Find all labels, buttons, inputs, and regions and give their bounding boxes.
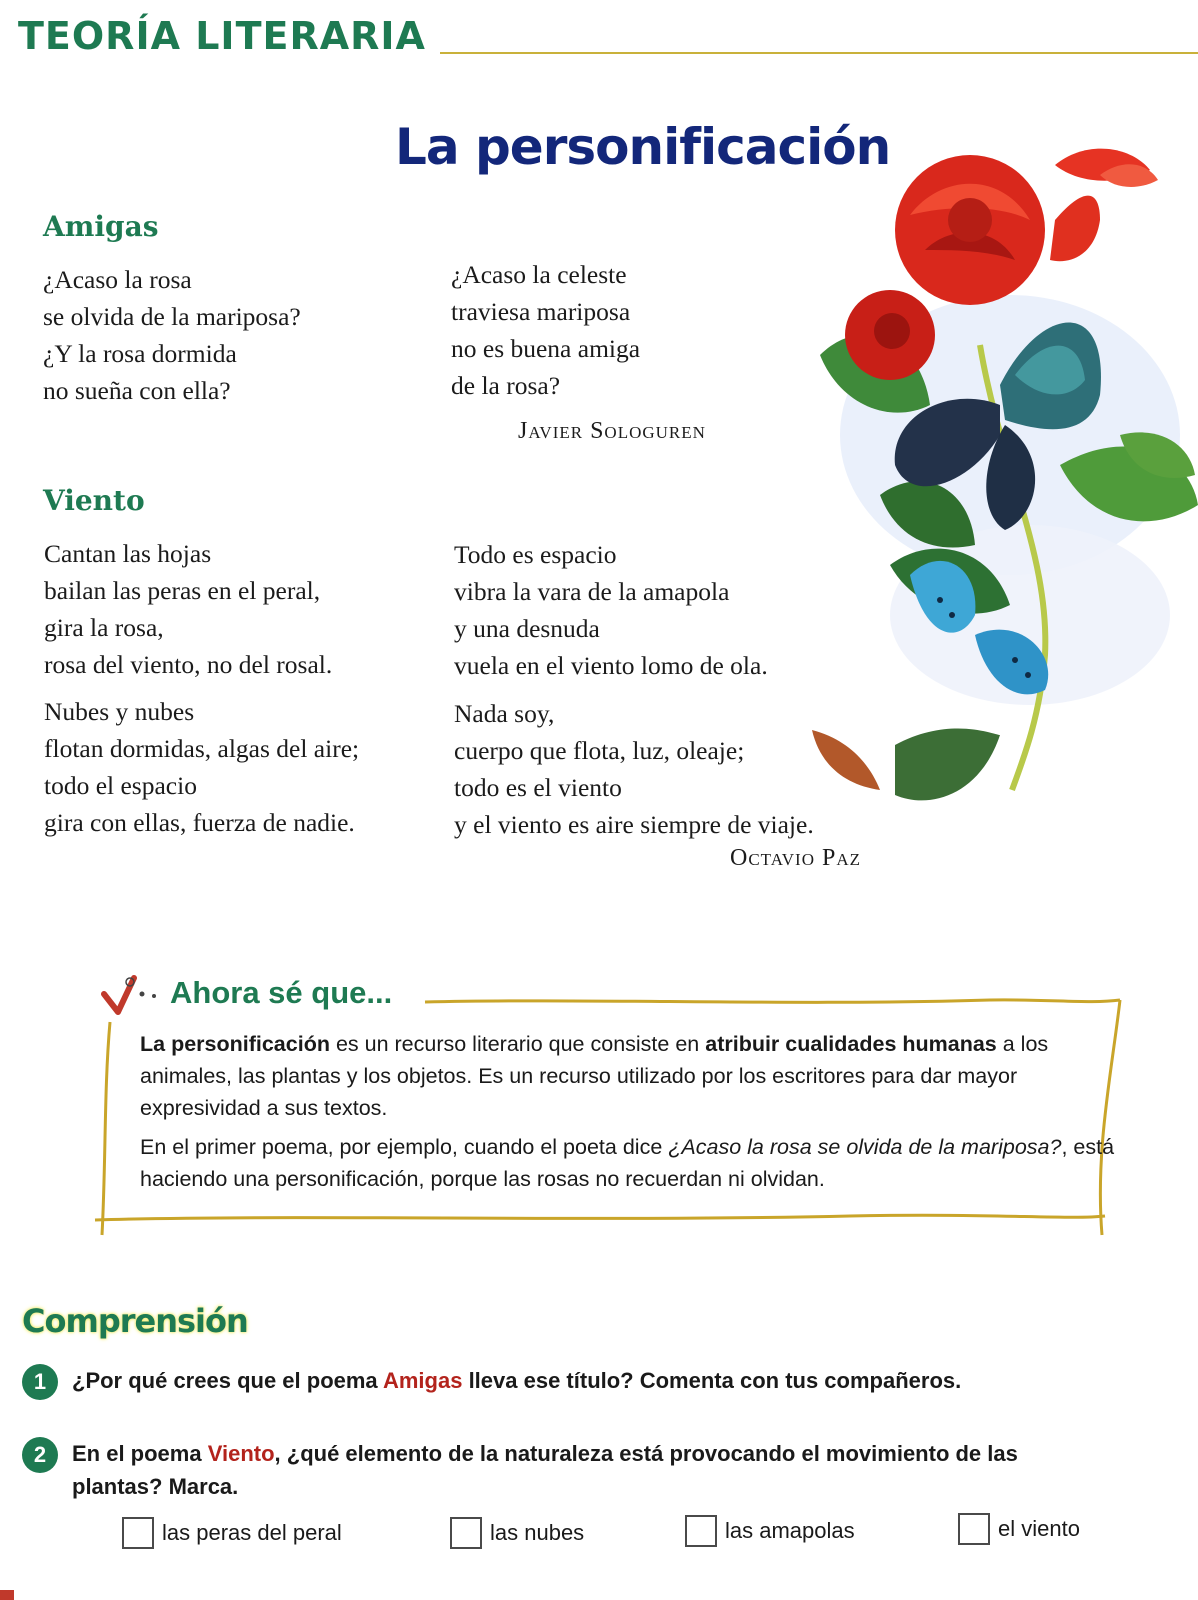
amigas-stanza-right: [451, 256, 640, 404]
info-text: , está haciendo una personificación, porque las rosas no recuerdan ni olvidan.: [140, 1135, 1115, 1191]
poem-name-highlight: Viento: [207, 1441, 275, 1466]
info-text: a los animales, las plantas y los objetos. Es un recurso utilizado por los escritores para dar mayor expresividad a sus textos.: [140, 1032, 1049, 1120]
checkbox[interactable]: [958, 1513, 990, 1545]
poem-title-viento: Viento: [43, 484, 145, 517]
info-text: es un recurso literario que consiste en: [329, 1032, 706, 1056]
option-label: las amapolas: [725, 1518, 855, 1543]
viento-stanza-right-1: [454, 536, 768, 684]
checkbox[interactable]: [450, 1517, 482, 1549]
term-personificacion: La personificación: [140, 1032, 330, 1056]
question-1: [72, 1364, 1162, 1397]
info-heading: Ahora sé que...: [170, 975, 393, 1010]
option-label: las nubes: [490, 1520, 585, 1545]
poem-line: ¿Y la rosa dormida: [43, 339, 237, 368]
option-label: el viento: [998, 1516, 1080, 1541]
question-2: [72, 1437, 1072, 1503]
page-corner-mark: [0, 1590, 14, 1600]
term-cualidades: atribuir cualidades humanas: [705, 1032, 997, 1056]
poem-line: traviesa mariposa: [451, 297, 631, 326]
amigas-stanza-left: [43, 261, 301, 409]
option-viento[interactable]: [958, 1513, 1080, 1545]
roses-butterflies-illustration: [800, 135, 1198, 835]
poem-line: y una desnuda: [454, 614, 600, 643]
poem-line: gira la rosa,: [44, 613, 164, 642]
question-text: ¿Por qué crees que el poema: [72, 1368, 383, 1393]
poem-line: todo el espacio: [44, 771, 197, 800]
page-title: La personificación: [395, 118, 891, 176]
question-text: En el poema: [72, 1441, 208, 1466]
example-quote: ¿Acaso la rosa se olvida de la mariposa?: [668, 1135, 1062, 1159]
poem-line: ¿Acaso la rosa: [43, 265, 192, 294]
poem-line: gira con ellas, fuerza de nadie.: [44, 808, 355, 837]
poem-line: de la rosa?: [451, 371, 561, 400]
viento-stanza-left-2: [44, 693, 359, 841]
option-nubes[interactable]: [450, 1517, 584, 1549]
comprension-heading: Comprensión: [22, 1302, 248, 1340]
poem-line: Cantan las hojas: [44, 539, 212, 568]
info-text: En el primer poema, por ejemplo, cuando el poeta dice: [140, 1135, 669, 1159]
poem-line: vuela en el viento lomo de ola.: [454, 651, 768, 680]
info-paragraph-2: [140, 1131, 1125, 1195]
question-text: lleva ese título? Comenta con tus compañeros.: [462, 1368, 962, 1393]
poem-line: Nada soy,: [454, 699, 555, 728]
poem-line: cuerpo que flota, luz, oleaje;: [454, 736, 745, 765]
poem-line: y el viento es aire siempre de viaje.: [454, 810, 814, 839]
author-viento: Octavio Paz: [730, 845, 862, 871]
header-rule: [440, 52, 1198, 54]
option-peras[interactable]: [122, 1517, 342, 1549]
question-number-1: 1: [22, 1364, 58, 1400]
question-text: , ¿qué elemento de la naturaleza está provocando el movimiento de las plantas? Marca.: [72, 1441, 1018, 1499]
info-paragraph-1: [140, 1028, 1125, 1124]
viento-stanza-right-2: [454, 695, 814, 843]
poem-line: vibra la vara de la amapola: [454, 577, 730, 606]
poem-title-amigas: Amigas: [43, 210, 159, 243]
poem-line: se olvida de la mariposa?: [43, 302, 301, 331]
poem-line: todo es el viento: [454, 773, 622, 802]
poem-line: no es buena amiga: [451, 334, 641, 363]
poem-line: rosa del viento, no del rosal.: [44, 650, 333, 679]
poem-line: flotan dormidas, algas del aire;: [44, 734, 360, 763]
viento-stanza-left-1: [44, 535, 332, 683]
option-label: las peras del peral: [162, 1520, 342, 1545]
poem-line: no sueña con ella?: [43, 376, 231, 405]
section-header: TEORÍA LITERARIA: [18, 14, 426, 58]
poem-name-highlight: Amigas: [382, 1368, 463, 1393]
poem-line: Nubes y nubes: [44, 697, 195, 726]
checkbox[interactable]: [685, 1515, 717, 1547]
option-amapolas[interactable]: [685, 1515, 855, 1547]
author-amigas: Javier Sologuren: [518, 418, 706, 444]
question-number-2: 2: [22, 1437, 58, 1473]
poem-line: bailan las peras en el peral,: [44, 576, 321, 605]
poem-line: Todo es espacio: [454, 540, 617, 569]
poem-line: ¿Acaso la celeste: [451, 260, 627, 289]
checkbox[interactable]: [122, 1517, 154, 1549]
